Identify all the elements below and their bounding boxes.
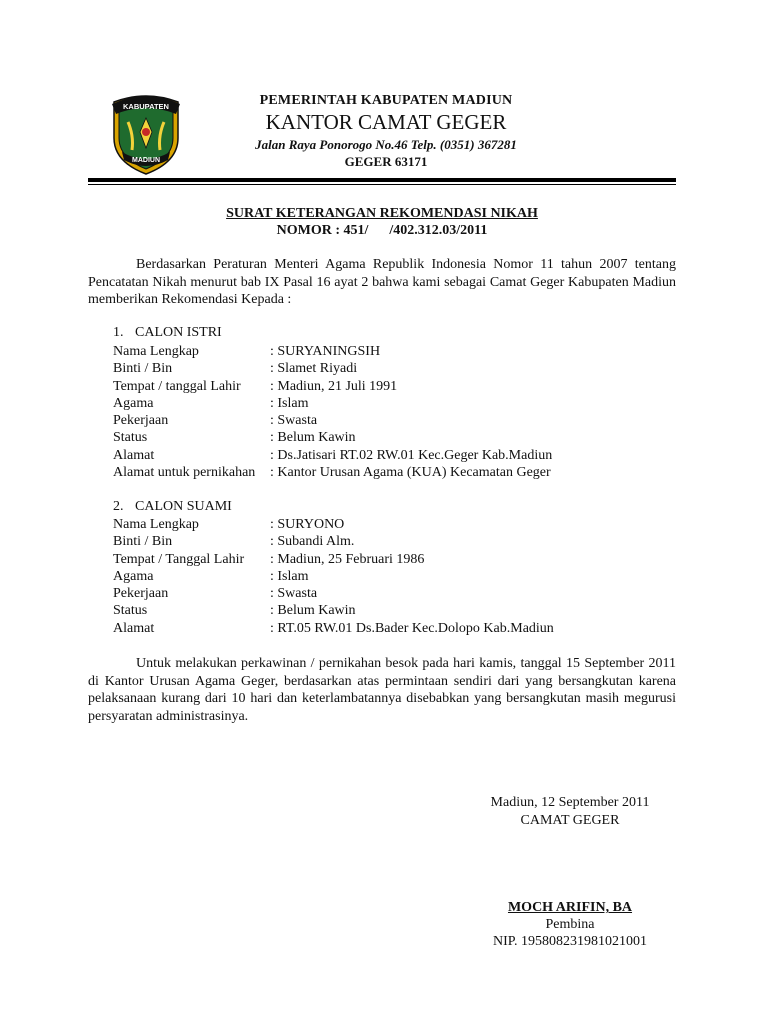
letterhead-postal: GEGER 63171 (344, 154, 428, 169)
groom-value: : Madiun, 25 Februari 1986 (270, 551, 425, 567)
bride-value: : Swasta (270, 413, 318, 429)
groom-label: Alamat (113, 620, 155, 636)
bride-value: : Ds.Jatisari RT.02 RW.01 Kec.Geger Kab.Madiun (270, 447, 553, 463)
groom-section-title: CALON SUAMI (135, 499, 232, 514)
bride-section-heading (113, 324, 222, 341)
groom-details (113, 516, 673, 637)
bride-row (113, 360, 673, 377)
signature-place-date: Madiun, 12 September 2011 (490, 795, 650, 810)
emblem-bottom-text: MADIUN (132, 157, 160, 164)
groom-label: Agama (113, 568, 154, 584)
document-title: SURAT KETERANGAN REKOMENDASI NIKAH (226, 206, 538, 221)
groom-row (113, 551, 673, 568)
bride-label: Status (113, 430, 148, 446)
letterhead-address: Jalan Raya Ponorogo No.46 Telp. (0351) 367281 (255, 137, 517, 152)
groom-row (113, 568, 673, 585)
groom-value: : SURYONO (270, 517, 345, 532)
bride-value: : Slamet Riyadi (270, 361, 358, 377)
letterhead-divider-thin (88, 184, 676, 185)
groom-value: : Belum Kawin (270, 603, 356, 619)
bride-label: Alamat untuk pernikahan (113, 465, 256, 481)
groom-label: Tempat / Tanggal Lahir (113, 551, 245, 567)
bride-label: Binti / Bin (113, 361, 173, 377)
groom-label: Binti / Bin (113, 534, 173, 550)
closing-text: Untuk melakukan perkawinan / pernikahan besok pada hari kamis, tanggal 15 September 2011 di Kantor Urusan Agama Geger, berdasarkan atas permintaan sendiri dari yang bersangkutan karena pelaksanaan kurang dari 10 hari dan keterlambatannya disebabkan yang bersangkutan masih megurusi persyaratan administrasinya. (88, 656, 676, 724)
groom-row (113, 620, 673, 637)
groom-row (113, 602, 673, 619)
groom-row (113, 516, 673, 533)
signatory-nip: NIP. 195808231981021001 (492, 934, 647, 949)
emblem-top-text: KABUPATEN (123, 102, 169, 111)
bride-value: : Kantor Urusan Agama (KUA) Kecamatan Geger (270, 465, 551, 481)
groom-section-number: 2. (113, 499, 124, 514)
bride-value: : Islam (270, 395, 309, 411)
bride-row (113, 343, 673, 360)
bride-row (113, 395, 673, 412)
bride-label: Agama (113, 395, 154, 411)
groom-section-heading (113, 498, 232, 515)
bride-row (113, 447, 673, 464)
bride-label: Pekerjaan (113, 413, 169, 429)
bride-label: Nama Lengkap (113, 344, 199, 359)
document-number: NOMOR : 451/ /402.312.03/2011 (276, 223, 488, 238)
letterhead-government: PEMERINTAH KABUPATEN MADIUN (259, 93, 513, 108)
signature-position: CAMAT GEGER (520, 813, 620, 828)
letterhead-divider-thick (88, 178, 676, 182)
bride-section-title: CALON ISTRI (135, 325, 222, 340)
intro-paragraph (88, 256, 676, 309)
bride-value: : Belum Kawin (270, 430, 356, 446)
bride-row (113, 412, 673, 429)
bride-value: : SURYANINGSIH (270, 344, 381, 359)
closing-paragraph (88, 655, 676, 725)
bride-row (113, 464, 673, 481)
groom-value: : Islam (270, 568, 309, 584)
groom-value: : Subandi Alm. (270, 534, 355, 550)
intro-text: Berdasarkan Peraturan Menteri Agama Republik Indonesia Nomor 11 tahun 2007 tentang Pencatatan Nikah menurut bab IX Pasal 16 ayat 2 bahwa kami sebagai Camat Geger Kabupaten Madiun memberikan Rekomendasi Kepada : (88, 257, 676, 307)
groom-label: Status (113, 603, 148, 619)
bride-row (113, 378, 673, 395)
kabupaten-madiun-emblem (108, 92, 184, 176)
bride-value: : Madiun, 21 Juli 1991 (270, 378, 398, 394)
groom-value: : RT.05 RW.01 Ds.Bader Kec.Dolopo Kab.Madiun (270, 620, 554, 636)
groom-row (113, 585, 673, 602)
groom-label: Nama Lengkap (113, 517, 199, 532)
bride-details (113, 343, 673, 481)
bride-label: Alamat (113, 447, 155, 463)
bride-row (113, 429, 673, 446)
groom-row (113, 533, 673, 550)
letterhead-office: KANTOR CAMAT GEGER (265, 110, 507, 134)
groom-label: Pekerjaan (113, 586, 169, 602)
bride-label: Tempat / tanggal Lahir (113, 378, 241, 394)
signatory-name: MOCH ARIFIN, BA (507, 900, 633, 915)
groom-value: : Swasta (270, 586, 318, 602)
bride-section-number: 1. (113, 325, 124, 340)
signatory-rank: Pembina (545, 917, 595, 932)
